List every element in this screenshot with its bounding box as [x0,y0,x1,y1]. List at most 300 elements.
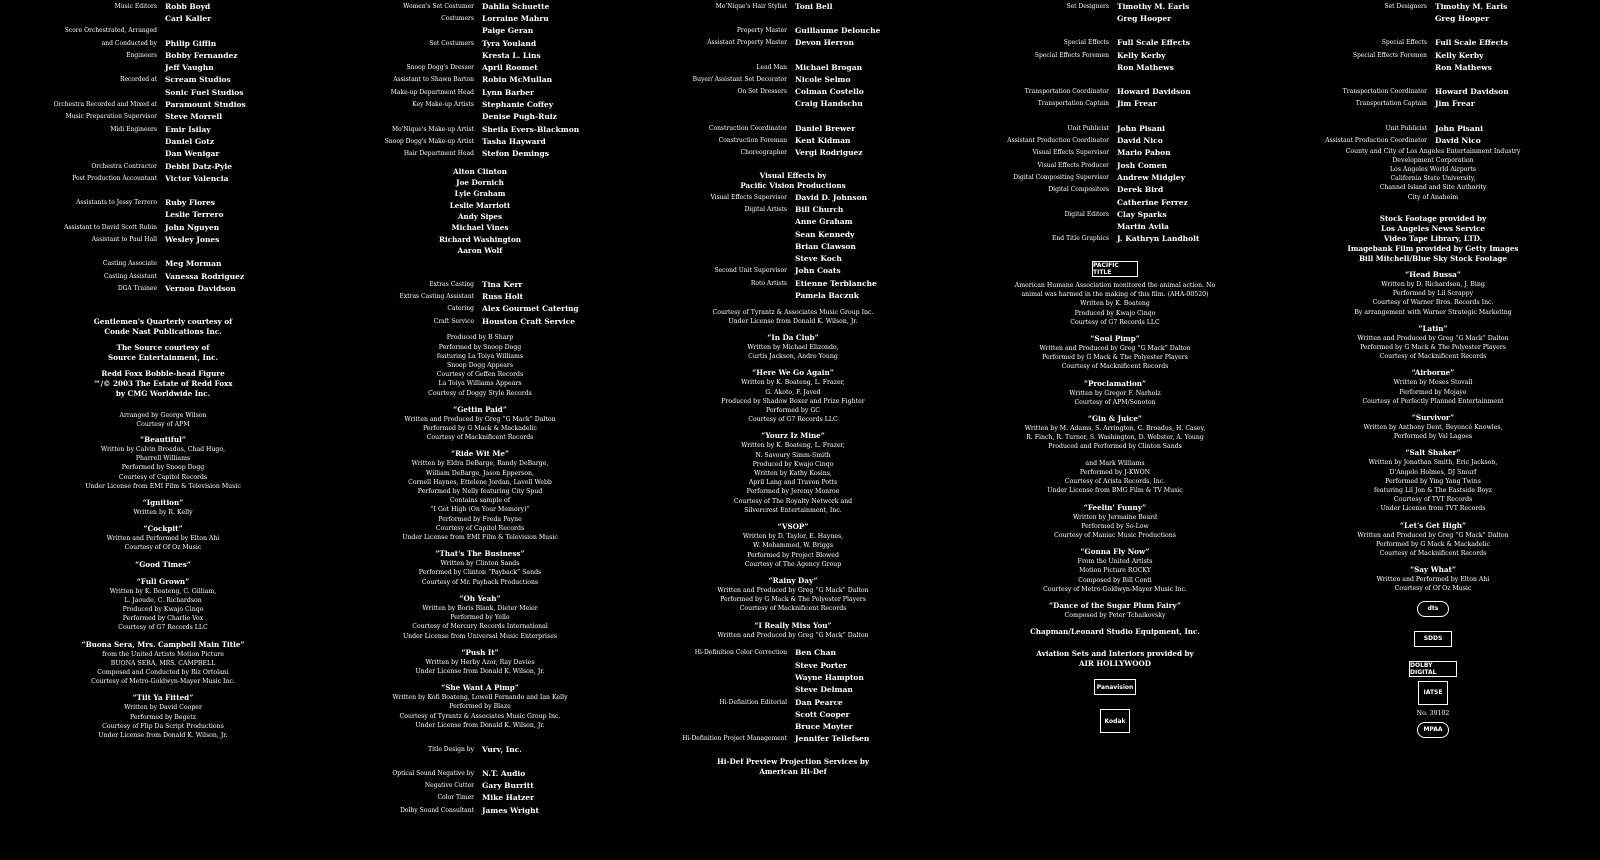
credit-group [643,0,943,12]
credit-name: Howard Davidson [1435,87,1509,97]
song-credit-line: Courtesy of Macknificent Records [426,434,534,442]
credit-role: Hi-Definition Editorial [719,698,787,706]
credit-role: Casting Assistant [104,272,157,280]
credit-row [13,221,313,233]
credit-row [643,671,943,683]
credit-role: Make-up Department Head [390,88,474,96]
song-credit [643,368,943,424]
song-credit-line: April Lang and Travon Potts [748,479,838,487]
credit-role: Costumers [441,14,474,22]
credit-role: Second Unit Supervisor [714,267,787,275]
credit-row [965,134,1265,146]
credit-name: Andrew Midgley [1117,172,1185,182]
credit-line: Gentlemen's Quarterly courtesy of [93,316,233,326]
credit-role: Choreographer [740,149,787,157]
credit-line: The Source courtesy of [116,342,210,352]
song-credit-line: Courtesy of The Royalty Network and [733,497,853,505]
song-credit-line: Courtesy of Capitol Records [118,473,208,481]
credit-row [13,49,313,61]
credit-name: Daniel Gotz [165,136,215,146]
credit-name: Martin Avila [1117,222,1169,232]
credit-row [643,659,943,671]
song-credit-line: Performed by G Mack & Mackadelic [1376,540,1490,548]
song-credit [330,333,630,397]
credit-row [643,216,943,228]
credit-row [965,171,1265,183]
credit-row [965,122,1265,134]
song-credit-line: Written by Calvin Broadus, Chad Hugo, [100,445,226,453]
song-credit-line: Performed by Val Lagoes [1393,433,1473,441]
credit-group [1283,85,1583,110]
song-credit-line: Courtesy of Mercury Records International [412,623,548,631]
credit-role: Digital Artists [744,205,787,213]
credit-name: Paige Geran [482,26,534,36]
credit-name: Jim Frear [1435,99,1475,109]
song-title: “Survivor” [1411,412,1455,422]
credit-name: Kent Kidman [795,136,851,146]
song-credit [643,522,943,569]
credit-row [13,270,313,282]
credit-role: Roto Artists [750,279,787,287]
song-credit-line: Courtesy of Macknificent Records [739,605,847,613]
credit-name: Mike Hatzer [482,793,535,803]
song-credit-line: R. Finch, R. Turner, S. Washington, D. Webster, A. Young [1026,434,1204,442]
song-credit-line: Written and Produced by Greg “G Mack” Dalton [717,586,869,594]
credit-row [13,61,313,73]
credit-name: Dan Wenigar [165,149,220,159]
credit-row [643,721,943,733]
song-credit-line: Performed by Jeremy Monroe [746,488,840,496]
credit-line: Pacific Vision Productions [740,180,846,190]
song-title: “Proclamation” [1083,378,1147,388]
song-credit [965,414,1265,452]
credits-column-2 [330,0,630,860]
credit-role: Negative Cutter [424,782,474,790]
credit-row [13,160,313,172]
song-credit-line: Under License from Donald K. Wilson, Jr. [415,721,545,729]
song-credit-line: Composed by Bill Conti [1078,576,1152,584]
iatse-logo: IATSE [1418,681,1448,705]
song-title: “Latin” [1418,323,1448,333]
song-credit-line: La Toiya Williams Appears [438,380,522,388]
song-title: “Gettin Paid” [453,404,507,414]
credit-name: April Roomet [482,63,538,73]
song-credit-line: Written by D. Taylor, E. Haynes, [742,533,844,541]
credit-role: Score Orchestrated, Arranged [64,27,157,35]
song-credit-line: Performed by G Mack & The Polyester Players [1360,343,1506,351]
credit-name: Anne Graham [795,217,853,227]
song-credit-line: Performed by Lil Scrappy [1392,290,1474,298]
credit-row [13,282,313,294]
credit-group [643,647,943,745]
credit-row [330,148,630,160]
song-title: “Oh Yeah” [459,593,501,603]
vfx-heading [643,171,943,191]
credit-name: Carl Kaller [165,13,212,23]
closing-credit [643,757,943,777]
song-title: “Buona Sera, Mrs. Campbell Main Title” [81,639,245,649]
credit-row [330,135,630,147]
song-credit-line: Written by D. Richardson, J. Bing [1381,280,1485,288]
credit-row [1283,122,1583,134]
credit-row [1283,37,1583,49]
credit-row [330,61,630,73]
credit-name: Vergi Rodriguez [795,148,863,158]
credit-line: Redd Foxx Bobble-head Figure [101,368,225,378]
credit-row [643,24,943,36]
credit-row [330,123,630,135]
credit-group [330,743,630,755]
credit-row [330,291,630,303]
credit-row [643,37,943,49]
song-credit-line: Under License from Donald K. Wilson, Jr. [98,732,228,739]
credit-role: Recorded at [119,76,157,84]
credit-row [13,148,313,160]
song-title: “Ride Wit Me” [450,449,510,459]
credit-row [643,696,943,708]
credit-role: Construction Foreman [718,137,787,145]
song-credit [965,379,1265,407]
credit-row [965,12,1265,24]
song-credit-line: Cornell Haynes, Ettelene Jordan, Lavell Webb [408,478,552,486]
credit-name: Kelly Kerby [1435,50,1484,60]
song-credit-line: Under License from Donald K. Wilson, Jr. [415,667,545,675]
credit-block [13,343,313,363]
credit-role: Women's Set Costumer [403,2,474,10]
song-credit-line: Written by K. Boateng, L. Frazer, [741,379,845,387]
credit-row [643,265,943,277]
credit-role: Music Editors [114,2,157,10]
credit-role: Snoop Dogg's Make-up Artist [384,137,474,145]
credit-row [965,159,1265,171]
song-credit-line: Under License from EMI Film & Television Music [402,534,558,542]
song-credit-line: From the United Artists [1077,558,1153,566]
song-credit [330,549,630,587]
song-credit-line: L. Jaoude, C. Richardson [124,596,202,604]
song-title: “Cockpit” [143,524,183,534]
credit-name: Stephanie Coffey [482,100,554,110]
credit-line: Aaron Wolf [457,245,503,255]
song-credit-line: By arrangement with Warner Strategic Marketing [1354,308,1512,316]
song-credit-line: Courtesy of Macknificent Records [1061,363,1169,371]
song-credit [13,577,313,633]
song-title: “Here We Go Again” [752,368,834,378]
panavision-logo: Panavision [1094,679,1136,695]
credit-name: Meg Morman [165,259,222,269]
credit-group [330,278,630,327]
song-title: “Let's Get High” [1399,520,1467,530]
credit-name: Jeff Vaughn [165,63,214,73]
credit-name: Greg Hooper [1435,13,1490,23]
song-credit [13,524,313,552]
credit-row [13,25,313,37]
credit-row [643,98,943,110]
credit-name: Sonic Fuel Studios [165,87,244,97]
credit-role: Transportation Captain [1037,100,1109,108]
credit-row [13,12,313,24]
credit-name: Timothy M. Earls [1435,1,1508,11]
credit-name: Steve Koch [795,254,842,264]
song-credit [965,299,1265,327]
credit-name: Bruce Moyter [795,722,853,732]
stock-footage-credit [1283,214,1583,264]
credit-name: Howard Davidson [1117,87,1191,97]
song-title: “In Da Club” [767,333,819,343]
song-credit [1283,270,1583,317]
credit-name: Debbi Datz-Pyle [165,161,233,171]
credit-row [1283,85,1583,97]
credit-role: Buyer/ Assistant Set Decorator [692,75,787,83]
pacific-title-logo: PACIFIC TITLE [1092,261,1138,277]
song-credit-line: Written by Michael Elizondo, [747,344,839,352]
credit-row [643,228,943,240]
credit-name: Victor Valencia [165,173,229,183]
credit-role: Set Designers [1384,2,1427,10]
credit-role: Key Make-up Artists [412,101,474,109]
credit-group [643,122,943,159]
song-credit [330,405,630,443]
credit-name: Tasha Hayward [482,136,546,146]
song-credit-line: Produced by Kwajo Cinqo [1074,309,1156,317]
credit-role: Digital Editors [1064,210,1109,218]
song-title: “Rainy Day” [768,575,818,585]
credit-row [643,684,943,696]
credit-block [13,411,313,429]
credit-group [330,767,630,816]
credit-row [330,25,630,37]
sdds-logo: SDDS [1414,631,1452,647]
song-credit-line: Performed by Mojaye [1399,388,1467,396]
credits-column-4 [965,0,1265,860]
credit-name: Nicole Selmo [795,74,851,84]
credit-name: Steve Morrell [165,112,223,122]
credit-name: John Coats [795,266,841,276]
credit-role: Special Effects Foremen [1352,51,1427,59]
equipment-credit: Chapman/Leonard Studio Equipment, Inc. [1030,627,1200,637]
credit-role: Snoop Dogg's Dresser [406,64,474,72]
credit-row [13,172,313,184]
credit-row [13,111,313,123]
credit-role: Digital Compositing Supervisor [1013,173,1109,181]
song-credit [965,503,1265,541]
credit-line: Joe Dornich [456,178,504,188]
song-credit [1283,448,1583,513]
song-credit-line: Courtesy of Tyrantz & Associates Music Group Inc. [712,308,874,316]
song-credit [643,333,943,361]
credit-row [643,708,943,720]
song-credit-line: Performed by Yello [450,614,510,622]
song-credit-line: Under License from Universal Music Enterprises [402,632,558,640]
song-credit-line: Written and Produced by Greg “G Mack” Dalton [1357,334,1509,342]
credit-line: animal was harmed in the making of this film. (AHA-00520) [1021,291,1209,299]
credit-row [13,74,313,86]
song-title: “I Really Miss You” [754,620,832,630]
song-credit [330,594,630,641]
credit-name: John Pisani [1435,123,1483,133]
credit-row [643,277,943,289]
song-credit-line: Courtesy of Macknificent Records [1379,549,1487,557]
credit-role: Craft Service [433,317,474,325]
credit-line: Source Entertainment, Inc. [108,352,218,362]
credit-row [13,86,313,98]
credit-role: Assistant Production Coordinator [1325,137,1427,145]
credit-row [330,86,630,98]
credit-line: Alton Clinton [453,166,507,176]
credit-name: Jennifer Tellefsen [795,734,870,744]
credit-name: Scream Studios [165,75,231,85]
credit-line: Los Angeles World Airports [1389,166,1477,174]
credit-role: Visual Effects Supervisor [1032,149,1109,157]
credit-name: Tina Kerr [482,279,523,289]
song-credit [1283,368,1583,406]
song-credit-line: Courtesy of TVT Records [1393,496,1473,504]
credit-name: Catherine Ferrez [1117,197,1188,207]
song-credit-line: featuring La Toiya Williams [436,352,524,360]
credit-role: Lead Man [756,63,787,71]
song-credit [965,459,1265,496]
credits-column-5 [1283,0,1583,860]
credit-name: Kresta L. Lins [482,50,541,60]
song-credit-line: Courtesy of Maniac Music Productions [1054,531,1176,539]
song-credit-line: Performed by Charlie Vox [122,615,204,623]
song-credit [13,560,313,570]
credit-row [643,122,943,134]
song-credit-line: Courtesy of Perfectly Planned Entertainment [1362,397,1504,405]
credit-name: Denise Pugh-Ruiz [482,112,557,122]
credit-name: Sheila Evers-Blackmon [482,124,580,134]
song-credit-line: Written by M. Adams, S. Arrington, C. Broadus, H. Casey, [1024,425,1206,433]
credit-line: American Hi-Def [759,767,827,777]
song-credit-line: Performed by Freda Payne [438,515,522,523]
song-credit-line: Contains sample of [449,497,511,505]
credit-name: David Nico [1117,136,1163,146]
song-credit-line: Composed and Conducted by Riz Ortolani [97,668,229,676]
song-credit-line: Written and Performed by Elton Ahi [106,535,220,543]
song-credit-line: Performed by J-KWON [1079,468,1151,476]
credit-role: Catering [447,305,474,313]
credit-line: Bill Mitchell/Blue Sky Stock Footage [1358,253,1508,263]
credit-name: Gary Burritt [482,781,534,791]
credit-role: Midi Engineers [110,125,157,133]
credit-row [330,804,630,816]
credit-row [13,135,313,147]
song-credit [13,640,313,687]
credit-row [643,0,943,12]
song-credit-line: “I Got High (On Your Memory)” [430,506,530,514]
credits-column-1 [13,0,313,860]
credit-row [1283,61,1583,73]
credit-name: Leslie Terrero [165,210,224,220]
credit-name: Daniel Brewer [795,123,856,133]
credit-line: California State University, [1390,175,1476,183]
credit-row [13,123,313,135]
song-credit-line: G. Akoto, F. Javed [765,388,821,396]
credit-name: Sean Kennedy [795,229,855,239]
song-credit [1283,565,1583,593]
credit-name: James Wright [482,805,539,815]
credit-role: Post Production Accountant [72,174,157,182]
credit-role: Hair Department Head [403,150,474,158]
song-title: “Airborne” [1411,368,1455,378]
credit-name: Steve Porter [795,660,847,670]
credit-row [330,767,630,779]
song-credit-line: Written by Kathy Kosins, [754,470,832,478]
song-credit-line: Courtesy of Flip Da Script Productions [102,722,224,730]
credit-row [13,196,313,208]
song-credit-line: Written by Jermaine Beard [1072,513,1158,521]
song-credit-line: Performed by GC [765,407,821,415]
credit-name: Devon Herron [795,38,854,48]
credit-name: Dahlia Schuette [482,1,550,11]
song-credit-line: Written by Jonathan Smith, Eric Jackson, [1368,459,1498,467]
song-credit-line: Written by K. Boateng, C. Gilliam, [109,587,217,595]
credit-row [1283,0,1583,12]
song-title: “Feelin' Funny” [1083,502,1147,512]
credit-row [330,792,630,804]
song-title: “Salt Shaker” [1405,448,1461,458]
credit-line: Aviation Sets and Interiors provided by [1036,649,1194,659]
credit-row [330,37,630,49]
song-credit [13,498,313,517]
song-credit-line: Performed by So-Low [1081,522,1149,530]
song-credit [965,547,1265,594]
credit-name: John Nguyen [165,222,220,232]
credit-name: Houston Craft Service [482,316,576,326]
song-credit-line: Courtesy of Mr. Payback Productions [421,578,539,586]
song-credit-line: Performed by Clinton “Payback” Sands [418,569,542,577]
mpaa-number: No. 39102 [1416,709,1450,717]
song-credit-line: and Mark Williams [1085,459,1145,467]
credit-group [13,258,313,295]
song-credit-line: W. Mohammed, W. Briggs [752,542,834,550]
credit-line: Courtesy of APM [136,420,190,428]
credit-name: Full Scale Effects [1435,38,1508,48]
song-credit-line: Courtesy of Tyrantz & Associates Music Group Inc. [399,712,561,720]
song-credit-line: Performed by Blaze [449,703,511,711]
credit-role: Engineers [126,51,157,59]
song-credit [1283,521,1583,559]
credit-role: Assistant Production Coordinator [1007,137,1109,145]
credit-row [330,12,630,24]
credit-row [643,289,943,301]
song-credit-line: Written and Performed by Elton Ahi [1376,576,1490,584]
credit-role: Unit Publicist [1385,124,1427,132]
song-title: “Soul Pimp” [1090,334,1140,344]
credit-role: Optical Sound Negative by [392,769,474,777]
song-credit-line: Courtesy of G7 Records LLC [748,416,838,424]
song-title: “Head Bussa” [1405,269,1461,279]
credit-group [965,37,1265,74]
song-credit-line: Produced and Performed by Clinton Sands [1048,443,1182,451]
credit-group [965,85,1265,110]
song-credit-line: Courtesy of Geffen Records [436,371,524,379]
song-title: “Say What” [1409,565,1457,575]
song-credit-line: Courtesy of Of Oz Music [1394,585,1472,593]
song-credit [643,621,943,640]
song-credit-line: Produced by Kwajo Cinqo [752,460,834,468]
song-credit [13,693,313,740]
song-credit-line: Written and Produced by Greg “G Mack” Dalton [404,415,556,423]
credits-column-3 [643,0,943,860]
song-credit-line: Produced by Kwajo Cinqo [122,605,204,613]
credit-role: Mo'Nique's Hair Stylist [715,2,787,10]
song-credit [643,431,943,515]
credit-group [1283,0,1583,25]
credit-role: Orchestra Contractor [91,162,157,170]
song-credit-line: from the United Artists Motion Picture [102,650,224,658]
credit-name: Philip Giffin [165,38,217,48]
credit-row [643,647,943,659]
